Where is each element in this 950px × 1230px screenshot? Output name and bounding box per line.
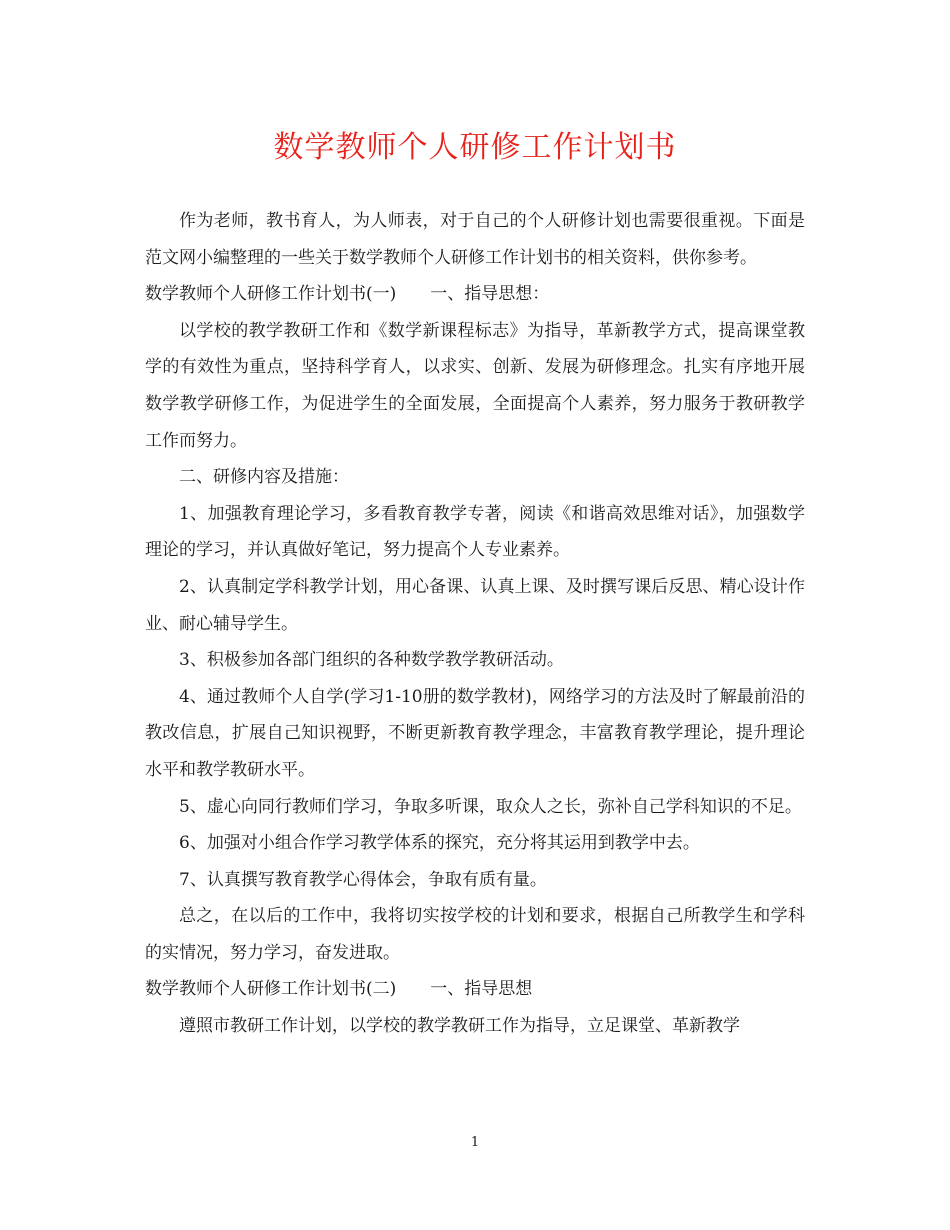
document-title: 数学教师个人研修工作计划书 <box>273 130 677 165</box>
list-item-2: 2、认真制定学科教学计划，用心备课、认真上课、及时撰写课后反思、精心设计作业、耐心辅导学生。 <box>145 576 805 634</box>
list-item-7: 7、认真撰写教育教学心得体会，争取有质有量。 <box>179 869 547 890</box>
plan1-heading: 数学教师个人研修工作计划书(一) <box>145 284 397 305</box>
list-item-6: 6、加强对小组合作学习教学体系的探究，充分将其运用到教学中去。 <box>179 833 700 854</box>
plan2-section1-title: 一、指导思想 <box>430 979 533 1000</box>
list-item-5: 5、虚心向同行教师们学习，争取多听课，取众人之长，弥补自己学科知识的不足。 <box>179 796 802 817</box>
plan1-heading-line <box>145 276 805 313</box>
intro-paragraph: 作为老师，教书育人，为人师表，对于自己的个人研修计划也需要很重视。下面是范文网小编整理的一些关于数学教师个人研修工作计划书的相关资料，供你参考。 <box>145 211 805 268</box>
plan2-heading: 数学教师个人研修工作计划书(二) <box>145 979 397 1000</box>
plan1-section2-title: 二、研修内容及措施： <box>179 467 349 488</box>
plan2-heading-line <box>145 971 805 1008</box>
list-item-1: 1、加强教育理论学习，多看教育教学专著，阅读《和谐高效思维对话》，加强数学理论的学习，并认真做好笔记，努力提高个人专业素养。 <box>145 503 805 561</box>
plan1-section1-body: 以学校的教学教研工作和《数学新课程标志》为指导，革新教学方式，提高课堂教学的有效性为重点，坚持科学育人，以求实、创新、发展为研修理念。扎实有序地开展数学教学研修工作，为促进学生的全面发展，全面提高个人素养，努力服务于教研教学工作而努力。 <box>145 320 805 451</box>
plan2-section1-body: 遵照市教研工作计划，以学校的教学教研工作为指导，立足课堂、革新教学 <box>179 1016 740 1037</box>
page-number: 1 <box>470 1135 480 1150</box>
conclusion-paragraph: 总之，在以后的工作中，我将切实按学校的计划和要求，根据自己所教学生和学科的实情况，努力学习，奋发进取。 <box>145 906 805 963</box>
list-item-3: 3、积极参加各部门组织的各种数学教学教研活动。 <box>179 650 564 671</box>
document-body <box>145 203 805 1045</box>
list-item-4: 4、通过教师个人自学(学习1-10册的数学教材)，网络学习的方法及时了解最前沿的教改信息，扩展自己知识视野，不断更新教育教学理念，丰富教育教学理论，提升理论水平和教学教研水平。 <box>145 686 805 780</box>
plan1-section1-title: 一、指导思想： <box>430 284 550 305</box>
